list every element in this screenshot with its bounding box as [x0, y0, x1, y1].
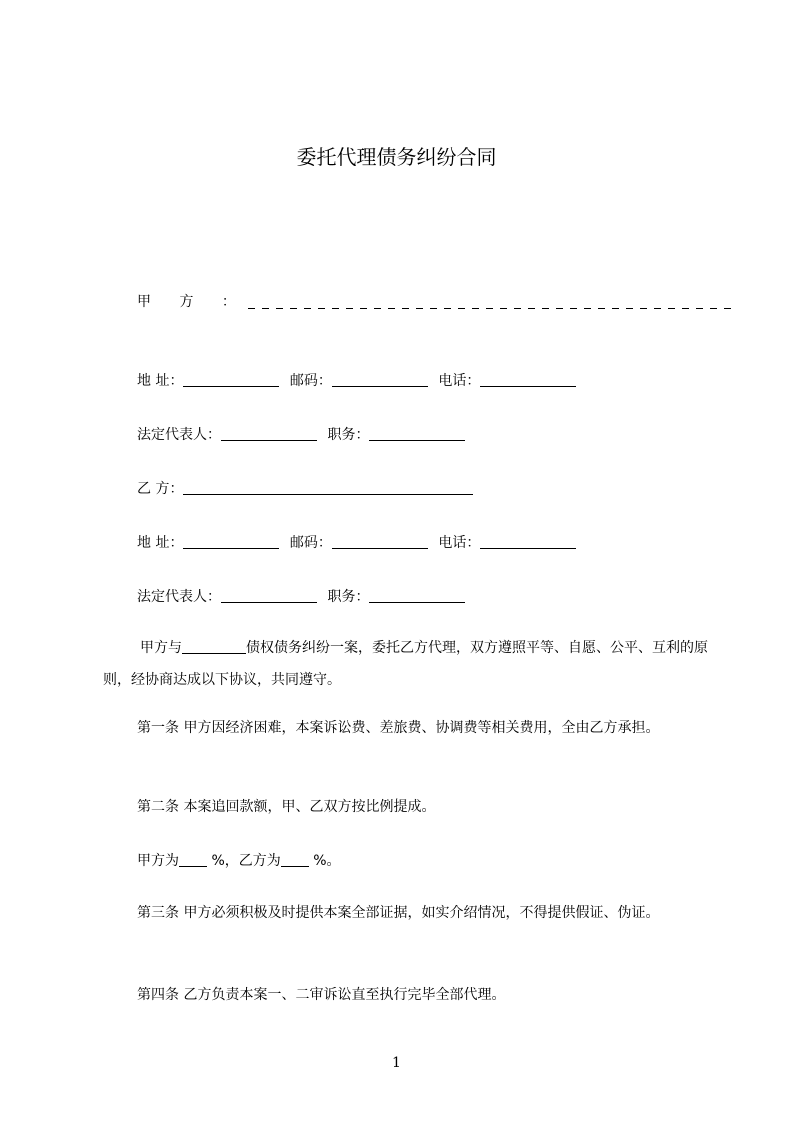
- article-1: 第一条 甲方因经济困难，本案诉讼费、差旅费、协调费等相关费用，全由乙方承担。: [137, 720, 660, 736]
- ratio-a-blank[interactable]: [179, 852, 207, 867]
- party-b-blank[interactable]: [183, 480, 473, 495]
- party-a-label: 甲 方 ：: [137, 294, 248, 310]
- article-3: 第三条 甲方必须积极及时提供本案全部证据，如实介绍情况，不得提供假证、伪证。: [137, 905, 660, 921]
- party-b-label: 乙 方：: [137, 481, 184, 497]
- party-b-rep-label: 法定代表人：: [137, 589, 221, 605]
- party-a-position-label: 职务：: [327, 427, 370, 443]
- party-a-info-line: [137, 371, 576, 391]
- article-4: 第四条 乙方负责本案一、二审诉讼直至执行完毕全部代理。: [137, 987, 506, 1003]
- ratio-a-label: 甲方为: [137, 853, 179, 869]
- party-a-line: [137, 292, 733, 312]
- ratio-line: [137, 851, 341, 871]
- party-b-info-line: [137, 533, 576, 553]
- party-b-rep-line: [137, 587, 465, 607]
- party-b-phone-blank[interactable]: [480, 534, 576, 549]
- ratio-b-label: %，乙方为: [211, 853, 281, 869]
- party-b-postcode-blank[interactable]: [332, 534, 428, 549]
- party-a-phone-blank[interactable]: [480, 372, 576, 387]
- party-b-position-blank[interactable]: [369, 588, 465, 603]
- party-b-postcode-label: 邮码：: [289, 535, 332, 551]
- party-a-address-label: 地 址：: [137, 373, 184, 389]
- party-a-rep-line: [137, 425, 465, 445]
- party-a-postcode-blank[interactable]: [332, 372, 428, 387]
- party-a-postcode-label: 邮码：: [289, 373, 332, 389]
- party-b-address-blank[interactable]: [183, 534, 279, 549]
- party-a-rep-label: 法定代表人：: [137, 427, 221, 443]
- party-b-rep-blank[interactable]: [221, 588, 317, 603]
- party-b-line: [137, 479, 473, 499]
- page-number: 1: [392, 1055, 401, 1071]
- party-b-phone-label: 电话：: [438, 535, 481, 551]
- party-a-phone-label: 电话：: [438, 373, 481, 389]
- ratio-b-blank[interactable]: [281, 852, 309, 867]
- party-a-position-blank[interactable]: [369, 426, 465, 441]
- party-a-blank[interactable]: [248, 299, 733, 309]
- document-title: 委托代理债务纠纷合同: [296, 145, 497, 169]
- intro-after-blank: 债权债务纠纷一案，委托乙方代理，双方遵照平等、自愿、公平、互利的原则，经协商达成以下协议，共同遵守。: [103, 640, 708, 688]
- party-a-rep-blank[interactable]: [221, 426, 317, 441]
- party-b-address-label: 地 址：: [137, 535, 184, 551]
- intro-paragraph: [103, 632, 711, 696]
- ratio-end: %。: [313, 853, 341, 869]
- party-b-position-label: 职务：: [327, 589, 370, 605]
- party-a-address-blank[interactable]: [183, 372, 279, 387]
- intro-before-blank: 甲方与: [140, 640, 182, 656]
- intro-blank[interactable]: [182, 639, 246, 654]
- article-2: 第二条 本案追回款额，甲、乙双方按比例提成。: [137, 799, 436, 815]
